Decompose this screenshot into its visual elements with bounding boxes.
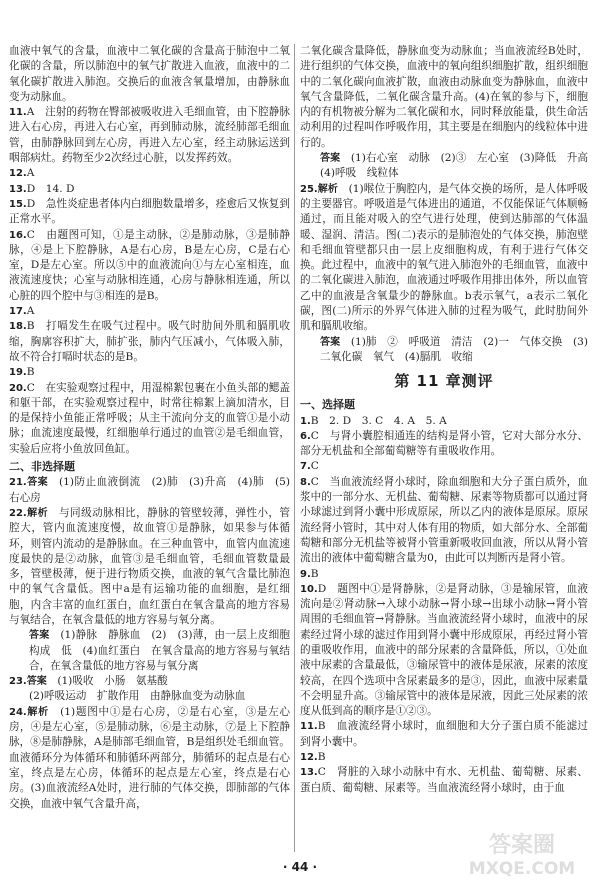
chapter-title: 第 11 章测评 bbox=[394, 372, 494, 391]
question-22: 22.解析 与同级动脉相比，静脉的管壁较薄，弹性小，管腔大，管内血流速度慢，故血管①是静脉，如果参与体循环，则管内流动的是静脉血。在三种血管中，血管内血流速度最快的是②动脉，血管③是毛细血管，毛细血管数量最多，管壁极薄，便于进行物质交换，血液的氧气含量比肺泡中的氧气含量低。图中a是有运输功能的血细胞，是红细胞，内含丰富的血红蛋白，血红蛋白在氧含量高的地方容易与氧结合，在氧含量低的地方容易与氧分离。 bbox=[9, 506, 291, 626]
question-15: 15.D 急性炎症患者体内白细胞数量增多，痊愈后又恢复到正常水平。 bbox=[9, 197, 290, 226]
question-12: 12.B bbox=[300, 751, 326, 764]
paragraph: 二氧化碳含量降低，静脉血变为动脉血；当血液流经B处时，进行组织的气体交换，血液中的氧向组织细胞扩散，组织细胞中的二氧化碳向血液扩散，血液由动脉血变为静脉血，血液中氧气含量降低，二氧化碳含量升高。(4)在氧的参与下，细胞内的有机物被分解为二氧化碳和水，同时释放能量，供生命活动利用的过程叫作呼吸作用，其主要是在细胞内的线粒体中进行的。 bbox=[300, 45, 588, 149]
section-heading: 二、非选择题 bbox=[9, 460, 75, 474]
question-16: 16.C 由题图可知，①是主动脉，②是肺动脉，③是肺静脉，④是上下腔静脉，A是右心房，B是左心房，C是右心室，D是左心室。所以⑤中的血液流向①与左心室相连，血液流速度快；心室与动脉相连通，心房与静脉相连通，所以心脏的四个腔中与③相连的是B。 bbox=[9, 228, 290, 302]
question-18: 18.B 打嗝发生在吸气过程中。吸气时肋间外肌和膈肌收缩，胸廓容积扩大，肺扩张，肺内气压减小，气体吸入肺，故不符合打嗝时状态的是B。 bbox=[9, 320, 290, 363]
question-19: 19.B bbox=[9, 366, 35, 379]
question-12: 12.A bbox=[9, 167, 35, 180]
watermark-line-1: 答案圈 bbox=[488, 833, 556, 858]
question-24: 24.解析 (1)题图中①是右心房，②是右心室，③是左心房，④是左心室，⑤是肺动脉，⑥是主动脉，⑦是上下腔静脉，⑧是肺静脉，A是肺部毛细血管，B是组织处毛细血管。血液循环分为体循环和肺循环两部分，肺循环的起点是右心室，终点是左心房，体循环的起点是左心室，终点是右心房。(3)血液流经A处时，进行肺的气体交换，即肺部的气体交换，血液中氧气含量升高， bbox=[9, 705, 290, 810]
answer-23-part2: (2)呼吸运动 扩散作用 由静脉血变为动脉血 bbox=[29, 690, 246, 703]
question-1: 1.B 2. D 3. C 4. A 5. A bbox=[300, 414, 447, 427]
question-7: 7.C bbox=[300, 460, 319, 473]
column-divider bbox=[294, 44, 295, 852]
watermark-logo bbox=[452, 826, 592, 882]
question-9: 9.B bbox=[300, 567, 319, 580]
right-column bbox=[300, 44, 599, 796]
question-6: 6.C 与肾小囊腔相通连的结构是肾小管，它对大部分水分、部分无机盐和全部葡萄糖等有重吸收作用。 bbox=[300, 429, 588, 458]
paragraph: 血液中氧气的含量，血液中二氧化碳的含量高于肺泡中二氧化碳的含量，所以肺泡中的氧气扩散进入血液，血液中的二氧化碳扩散进入肺泡。交换后的血液含氧量增加，由静脉血变为动脉血。 bbox=[9, 45, 290, 103]
answer-22: 答案 (1)静脉 静脉血 (2) (3)薄，由一层上皮细胞构成 低 (4)血红蛋白 在氧含量高的地方容易与氧结合，在氧含量低的地方容易与氧分离 bbox=[29, 629, 290, 672]
question-13: 13.C 肾脏的入球小动脉中有水、无机盐、葡萄糖、尿素、蛋白质、葡萄糖、尿素等。当血液流经肾小球时，由于血 bbox=[300, 766, 588, 794]
page-number: · 44 · bbox=[282, 860, 318, 874]
left-column bbox=[9, 44, 290, 812]
question-11: 11.A 注射的药物在臀部被吸收进入毛细血管，由下腔静脉进入右心房，再进入右心室，再到肺动脉，流经肺部毛细血管，由肺静脉回到左心房，再进入左心室，经主动脉运送到咽部病灶。药物至少2次经过心脏，以发挥药效。 bbox=[9, 106, 290, 165]
question-21: 21.答案 (1)防止血液倒流 (2)肺 (3)升高 (4)肺 (5)右心房 bbox=[9, 476, 291, 504]
watermark-line-2: MXQE.COM bbox=[468, 859, 576, 879]
answer-25: 答案 (1)肺 ② 呼吸道 清洁 (2)一 气体交换 (3)二氧化碳 氧气 (4)膈肌 收缩 bbox=[320, 335, 588, 363]
section-heading: 一、选择题 bbox=[300, 398, 355, 412]
question-13: 13.D 14. D bbox=[9, 182, 75, 195]
question-17: 17.A bbox=[9, 305, 35, 318]
question-20: 20.C 在实验观察过程中，用湿棉絮包裹在小鱼头部的鳃盖和躯干部，在实验观察过程中，时常往棉絮上滴加清水，目的是保持小鱼能正常呼吸；从主干流向分支的血管①是小动脉；血流速度最慢，红细胞单行通过的血管②是毛细血管，实验后应将小鱼放回鱼缸。 bbox=[9, 381, 290, 455]
question-8: 8.C 当血液流经肾小球时，除血细胞和大分子蛋白质外，血浆中的一部分水、无机盐、葡萄糖、尿素等物质都可以通过肾小球滤过到肾小囊中形成原尿，所以乙内的液体是原尿。原尿流经肾小管时，其中对人体有用的物质，如大部分水、全部葡萄糖和部分无机盐等被肾小管重新吸收回血液，所以从肾小管流出的液体中葡萄糖含量为0，由此可以判断丙是肾小管。 bbox=[300, 475, 588, 565]
question-10: 10.D 题图中①是肾静脉，②是肾动脉，③是输尿管，血液流向是②肾动脉→入球小动脉→肾小球→出球小动脉→肾小管周围的毛细血管→肾静脉。当血液流经肾小球时，血液中的尿素经过肾小球的滤过作用到肾小囊中形成原尿，再经过肾小管的重吸收作用，血液中的部分尿素的含量降低，所以，①处血液中尿素的含量最低，③输尿管中的液体是尿液，尿素的浓度较高，在四个选项中含尿素最多的是③，因此，血液中尿素量不会明显升高。③输尿管中的液体是尿液，因此三处尿素的浓度从低到高的顺序是①②③。 bbox=[300, 582, 588, 718]
question-23: 23.答案 (1)吸收 小肠 氨基酸 bbox=[9, 675, 168, 688]
question-11: 11.B 血液流经肾小球时，血细胞和大分子蛋白质不能滤过到肾小囊中。 bbox=[300, 720, 588, 748]
question-25: 25.解析 (1)喉位于胸腔内，是气体交换的场所，是人体呼吸的主要器官。呼吸道是气体进出的通道，不仅能保证气体顺畅通过，而且能对吸入的空气进行处理，使到达肺部的气体温暖、湿润、清洁。图(二)表示的是肺泡处的气体交换，肺泡壁和毛细血管壁都只由一层上皮细胞构成，有利于进行气体交换。此过程中，血液中的氧气进入肺泡外的毛细血管，血液中的二氧化碳进入肺泡，血液通过呼吸作用排出体外，所以血管乙中的血液是含氧量少的静脉血。b表示氧气，a表示二氧化碳，图(二)所示的外界气体进入肺的过程为吸气，此时肋间外肌和膈肌收缩。 bbox=[300, 182, 588, 333]
answer-24: 答案 (1)右心室 动脉 (2)③ 左心室 (3)降低 升高 (4)呼吸 线粒体 bbox=[320, 152, 599, 180]
